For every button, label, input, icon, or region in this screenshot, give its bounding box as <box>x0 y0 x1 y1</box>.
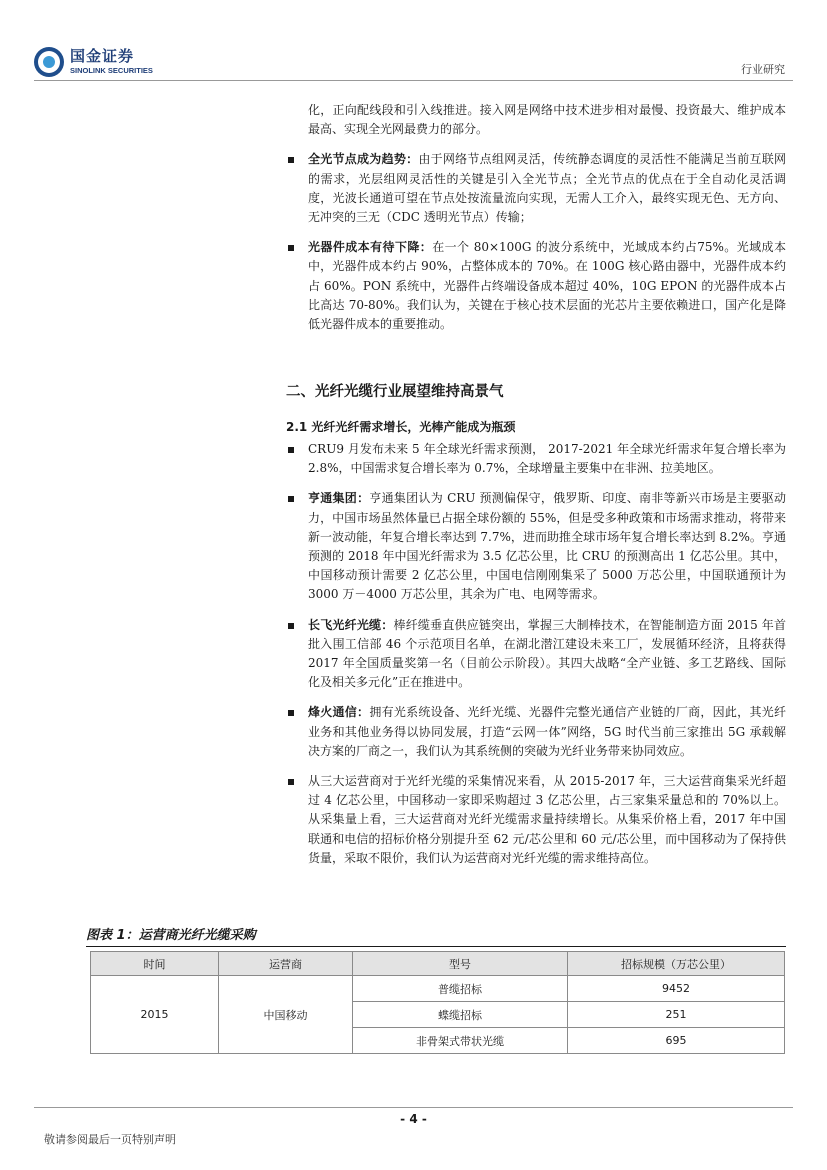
table-header-row <box>91 952 785 976</box>
column-header-time: 时间 <box>91 952 219 976</box>
header-divider <box>34 80 793 81</box>
footer-divider <box>34 1107 793 1108</box>
procurement-table <box>90 951 785 1054</box>
bullet-square-icon <box>288 157 294 163</box>
logo-cn: 国金证券 <box>70 47 135 66</box>
upper-content <box>286 101 786 345</box>
bullet-square-icon <box>288 447 294 453</box>
bullet-body: CRU9 月发布未来 5 年全球光纤需求预测， 2017-2021 年全球光纤需求年复合增长率为 2.8%，中国需求复合增长率为 0.7%，全球增量主要集中在非洲、拉美地区。 <box>308 442 786 476</box>
bullet-title: 亨通集团： <box>308 491 370 506</box>
bullet-square-icon <box>288 623 294 629</box>
cell-scale: 9452 <box>568 976 785 1002</box>
bullet-square-icon <box>288 496 294 502</box>
bullet-item-hengtong <box>286 489 786 604</box>
figure-caption: 图表 1：运营商光纤光缆采购 <box>86 924 786 947</box>
cell-scale: 251 <box>568 1002 785 1028</box>
section-content <box>286 440 786 879</box>
cell-model: 普缆招标 <box>353 976 568 1002</box>
continued-paragraph: 化，正向配线段和引入线推进。接入网是网络中技术进步相对最慢、投资最大、维护成本最高、实现全光网最费力的部分。 <box>308 103 786 137</box>
bullet-item-yofc <box>286 616 786 693</box>
bullet-item-fiberhome <box>286 703 786 761</box>
bullet-item-cru-forecast <box>286 440 786 478</box>
bullet-body: 从三大运营商对于光纤光缆的采集情况来看，从 2015-2017 年，三大运营商集采光纤超过 4 亿芯公里，中国移动一家即采购超过 3 亿芯公里，占三家集采量总和的 70%以上。从采集量上看，三大运营商对光纤光缆需求量持续增长。从集采价格上看，2017 年中国联通和电信的招标价格分别提升至 62 元/芯公里和 60 元/芯公里，而中国移动为了保持供货量，采取不限价，我们认为运营商对光纤光缆的需求维持高位。 <box>308 774 786 865</box>
report-category: 行业研究 <box>741 63 785 76</box>
bullet-body: 棒纤缆垂直供应链突出，掌握三大制棒技术，在智能制造方面 2015 年首批入围工信部 46 个示范项目名单，在湖北潜江建设未来工厂，发展循环经济，且将获得 2017 年全国质量奖第一名（目前公示阶段）。其四大战略“全产业链、多工艺路线、国际化及相关多元化”正在推进中。 <box>308 617 786 690</box>
bullet-body: 由于网络节点组网灵活，传统静态调度的灵活性不能满足当前互联网的需求，光层组网灵活性的关键是引入全光节点；全光节点的优点在于全自动化灵活调度，光波长通道可望在节点处按流量流向实现，无需人工介入，最终实现无色、无方向、无冲突的三无（CDC 透明光节点）传输； <box>308 152 786 225</box>
bullet-square-icon <box>288 710 294 716</box>
logo-en: SINOLINK SECURITIES <box>70 66 153 76</box>
bullet-title: 烽火通信： <box>308 705 370 720</box>
bullet-body: 拥有光系统设备、光纤光缆、光器件完整光通信产业链的厂商，因此，其光纤业务和其他业务得以协同发展，打造“云网一体”网络，5G 时代当前三家推出 5G 承载解决方案的厂商之一，我们认为其系统侧的突破为光纤业务带来协同效应。 <box>308 705 786 758</box>
logo-mark-icon <box>34 47 64 77</box>
cell-model: 蝶缆招标 <box>353 1002 568 1028</box>
bullet-title: 长飞光纤光缆： <box>308 617 394 632</box>
table-row <box>91 976 785 1002</box>
bullet-body: 在一个 80×100G 的波分系统中，光域成本约占75%。光域成本中，光器件成本约占 90%，占整体成本的 70%。在 100G 核心路由器中，光器件成本约占 60%。PON 系统中，光器件占终端设备成本超过 40%，10G EPON 的光器件成本占比高达 70-80%。我们认为，关键在于核心技术层面的光芯片主要依赖进口，国产化是降低光器件成本的重要推动。 <box>308 240 786 332</box>
section-title: 二、光纤光缆行业展望维持高景气 <box>286 384 504 400</box>
cell-year: 2015 <box>91 976 219 1054</box>
column-header-scale: 招标规模（万芯公里） <box>568 952 785 976</box>
column-header-operator: 运营商 <box>219 952 353 976</box>
bullet-item-operator-procurement <box>286 772 786 868</box>
bullet-title: 全光节点成为趋势： <box>308 152 419 167</box>
company-logo <box>34 46 153 78</box>
subsection-title: 2.1 光纤光纤需求增长，光棒产能成为瓶颈 <box>286 420 516 434</box>
bullet-item-all-optical-node <box>286 150 786 227</box>
bullet-square-icon <box>288 245 294 251</box>
footer-disclaimer: 敬请参阅最后一页特别声明 <box>44 1133 176 1146</box>
column-header-model: 型号 <box>353 952 568 976</box>
bullet-item-optical-device-cost <box>286 238 786 334</box>
bullet-body: 亨通集团认为 CRU 预测偏保守，俄罗斯、印度、南非等新兴市场是主要驱动力，中国市场虽然体量已占据全球份额的 55%，但是受多种政策和市场需求推动，将带来新一波动能，年复合增长率达到 7.7%，进而助推全球市场年复合增长率达到 8.2%。亨通预测的 2018 年中国光纤需求为 3.5 亿芯公里，比 CRU 的预测高出 1 亿芯公里。其中，中国移动预计需要 2 亿芯公里，中国电信刚刚集采了 5000 万芯公里，中国联通预计为 3000 万－4000 万芯公里，其余为广电、电网等需求。 <box>308 491 786 602</box>
page-number: - 4 - <box>400 1112 427 1126</box>
bullet-square-icon <box>288 779 294 785</box>
cell-model: 非骨架式带状光缆 <box>353 1028 568 1054</box>
bullet-title: 光器件成本有待下降： <box>308 240 433 255</box>
cell-scale: 695 <box>568 1028 785 1054</box>
cell-operator: 中国移动 <box>219 976 353 1054</box>
